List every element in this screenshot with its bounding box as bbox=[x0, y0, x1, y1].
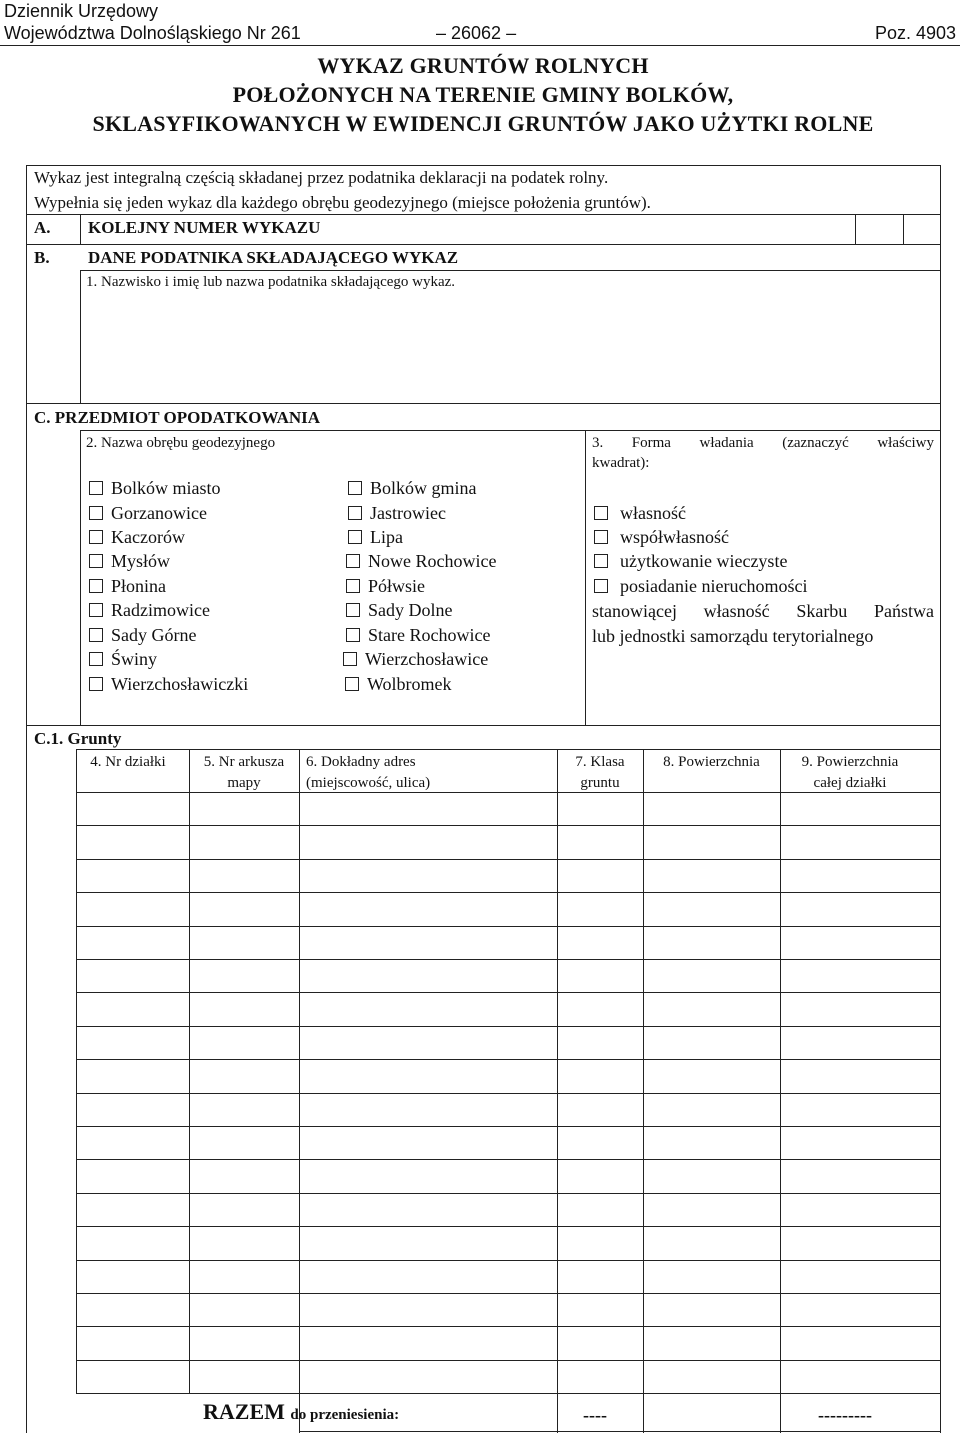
checkbox[interactable] bbox=[89, 481, 103, 495]
precinct-option[interactable]: Stare Rochowice bbox=[346, 624, 490, 646]
precinct-option[interactable]: Świny bbox=[89, 648, 157, 670]
journal-line1: Dziennik Urzędowy bbox=[4, 1, 159, 21]
table-row-line bbox=[76, 926, 941, 927]
precinct-option[interactable]: Lipa bbox=[348, 526, 403, 548]
checkbox[interactable] bbox=[346, 554, 360, 568]
table-row-line bbox=[76, 1260, 941, 1261]
ownership-option[interactable]: posiadanie nieruchomości bbox=[594, 575, 807, 597]
precinct-option[interactable]: Kaczorów bbox=[89, 526, 185, 548]
checkbox[interactable] bbox=[89, 506, 103, 520]
checkbox[interactable] bbox=[345, 677, 359, 691]
checkbox[interactable] bbox=[89, 530, 103, 544]
checkbox[interactable] bbox=[594, 506, 608, 520]
total-label: RAZEM do przeniesienia: bbox=[203, 1399, 400, 1424]
precinct-option[interactable]: Nowe Rochowice bbox=[346, 550, 496, 572]
page-number: – 26062 – bbox=[436, 23, 517, 43]
form-title-line3: SKLASYFIKOWANYCH W EWIDENCJI GRUNTÓW JAKO UŻYTKI ROLNE bbox=[92, 111, 874, 136]
checkbox[interactable] bbox=[594, 579, 608, 593]
checkbox[interactable] bbox=[89, 603, 103, 617]
section-a-title: KOLEJNY NUMER WYKAZU bbox=[88, 218, 321, 237]
checkbox[interactable] bbox=[348, 530, 362, 544]
col-header-map-sheet: 5. Nr arkusza mapy bbox=[203, 754, 285, 791]
ownership-option[interactable]: użytkowanie wieczyste bbox=[594, 550, 787, 572]
precinct-option[interactable]: Bolków gmina bbox=[348, 477, 477, 499]
section-a-letter: A. bbox=[34, 218, 51, 237]
table-row-line bbox=[76, 1226, 941, 1227]
checkbox[interactable] bbox=[89, 652, 103, 666]
precinct-option[interactable]: Półwsie bbox=[346, 575, 425, 597]
checkbox[interactable] bbox=[346, 628, 360, 642]
col-header-address: 6. Dokładny adres (miejscowość, ulica) bbox=[306, 754, 431, 791]
table-row-line bbox=[76, 892, 941, 893]
table-row-line bbox=[76, 1093, 941, 1094]
checkbox[interactable] bbox=[346, 603, 360, 617]
checkbox[interactable] bbox=[89, 554, 103, 568]
taxpayer-name-field[interactable] bbox=[82, 292, 938, 401]
precinct-option[interactable]: Sady Górne bbox=[89, 624, 196, 646]
list-number-box-1[interactable] bbox=[856, 215, 902, 243]
table-row-line bbox=[76, 1159, 941, 1160]
checkbox[interactable] bbox=[594, 554, 608, 568]
section-c1-title: C.1. Grunty bbox=[34, 729, 122, 748]
precinct-option[interactable]: Mysłów bbox=[89, 550, 170, 572]
ownership-continuation-line2: lub jednostki samorządu terytorialnego bbox=[592, 626, 874, 646]
precinct-label: 2. Nazwa obrębu geodezyjnego bbox=[86, 435, 276, 451]
table-row-line bbox=[76, 1326, 941, 1327]
precinct-option[interactable]: Jastrowiec bbox=[348, 502, 446, 524]
precinct-option[interactable]: Wierzchosławiczki bbox=[89, 673, 248, 695]
table-row-line bbox=[76, 859, 941, 860]
checkbox[interactable] bbox=[594, 530, 608, 544]
table-row-line bbox=[76, 1026, 941, 1027]
ownership-label-line1: 3. Forma władania (zaznaczyć właściwy bbox=[592, 435, 934, 451]
list-number-box-2[interactable] bbox=[904, 215, 939, 243]
section-b-title: DANE PODATNIKA SKŁADAJĄCEGO WYKAZ bbox=[88, 248, 459, 267]
col-header-total-area: 9. Powierzchnia całej działki bbox=[801, 754, 899, 791]
taxpayer-name-label: 1. Nazwisko i imię lub nazwa podatnika składającego wykaz. bbox=[86, 274, 456, 290]
col-header-area: 8. Powierzchnia bbox=[663, 754, 760, 770]
table-row-line bbox=[76, 959, 941, 960]
table-row-line bbox=[76, 1059, 941, 1060]
checkbox[interactable] bbox=[89, 628, 103, 642]
checkbox[interactable] bbox=[348, 481, 362, 495]
total-class-dashes: ---- bbox=[583, 1405, 607, 1425]
checkbox[interactable] bbox=[89, 579, 103, 593]
table-row-line bbox=[76, 1393, 941, 1394]
table-row-line bbox=[76, 825, 941, 826]
table-bottom-line bbox=[299, 1431, 941, 1432]
ownership-option[interactable]: własność bbox=[594, 502, 686, 524]
ownership-option[interactable]: współwłasność bbox=[594, 526, 729, 548]
section-c-title: C. PRZEDMIOT OPODATKOWANIA bbox=[34, 408, 321, 427]
form-title-line2: POŁOŻONYCH NA TERENIE GMINY BOLKÓW, bbox=[232, 82, 734, 107]
precinct-option[interactable]: Wierzchosławice bbox=[343, 648, 488, 670]
section-b-letter: B. bbox=[34, 248, 50, 267]
form-title-line1: WYKAZ GRUNTÓW ROLNYCH bbox=[317, 53, 649, 78]
precinct-option[interactable]: Sady Dolne bbox=[346, 599, 453, 621]
intro-line2: Wypełnia się jeden wykaz dla każdego obrębu geodezyjnego (miejsce położenia gruntów). bbox=[34, 193, 651, 212]
table-row-line bbox=[76, 1126, 941, 1127]
col-header-land-class: 7. Klasa gruntu bbox=[575, 754, 625, 791]
precinct-option[interactable]: Bolków miasto bbox=[89, 477, 221, 499]
journal-line2: Województwa Dolnośląskiego Nr 261 bbox=[4, 23, 301, 43]
ownership-label-line2: kwadrat): bbox=[592, 455, 650, 471]
position-number: Poz. 4903 bbox=[874, 23, 956, 43]
intro-line1: Wykaz jest integralną częścią składanej przez podatnika deklaracji na podatek rolny. bbox=[34, 168, 609, 187]
precinct-option[interactable]: Płonina bbox=[89, 575, 166, 597]
precinct-option[interactable]: Gorzanowice bbox=[89, 502, 207, 524]
table-row-line bbox=[76, 992, 941, 993]
table-row-line bbox=[76, 1293, 941, 1294]
table-row-line bbox=[76, 1193, 941, 1194]
col-header-plot-number: 4. Nr działki bbox=[90, 754, 166, 770]
journal-name bbox=[4, 0, 301, 44]
checkbox[interactable] bbox=[343, 652, 357, 666]
checkbox[interactable] bbox=[348, 506, 362, 520]
precinct-option[interactable]: Radzimowice bbox=[89, 599, 210, 621]
table-row-line bbox=[76, 1360, 941, 1361]
header-rule bbox=[0, 45, 960, 46]
total-area-dashes: --------- bbox=[818, 1405, 872, 1425]
ownership-continuation-line1: stanowiącej własność Skarbu Państwa bbox=[592, 601, 934, 621]
precinct-option[interactable]: Wolbromek bbox=[345, 673, 452, 695]
checkbox[interactable] bbox=[346, 579, 360, 593]
checkbox[interactable] bbox=[89, 677, 103, 691]
